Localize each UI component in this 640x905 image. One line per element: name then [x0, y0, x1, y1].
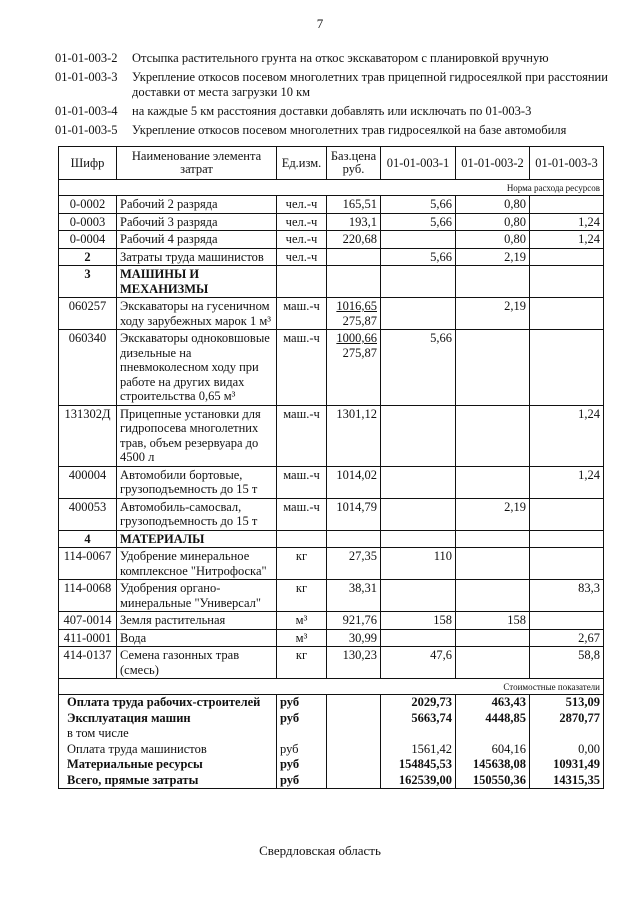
cell-price: 130,23 — [327, 647, 381, 679]
cell-unit: кг — [277, 548, 327, 580]
cell-value-1: 5,66 — [381, 213, 456, 231]
cell-code: 400004 — [59, 466, 117, 498]
price-main: 1016,65 — [336, 299, 377, 313]
total-value-2 — [456, 726, 530, 742]
heading-item — [55, 70, 615, 100]
cell-empty — [327, 742, 381, 758]
cell-name: Рабочий 2 разряда — [117, 196, 277, 214]
total-row — [59, 711, 604, 727]
heading-list — [55, 51, 615, 142]
cell-name: Вода — [117, 629, 277, 647]
total-value-2: 4448,85 — [456, 711, 530, 727]
table-header-row — [59, 147, 604, 180]
cell-name: Экскаваторы на гусеничном ходу зарубежных марок 1 м³ — [117, 298, 277, 330]
cell-value-3 — [530, 548, 604, 580]
cell-value-1: 5,66 — [381, 196, 456, 214]
cell-value-1 — [381, 629, 456, 647]
cell-value-2: 2,19 — [456, 298, 530, 330]
total-label: Оплата труда машинистов — [59, 742, 277, 758]
price-secondary: 275,87 — [342, 313, 377, 328]
cell-empty — [530, 530, 604, 548]
table-row — [59, 629, 604, 647]
cell-empty — [277, 266, 327, 298]
cell-value-2 — [456, 647, 530, 679]
cell-value-2 — [456, 466, 530, 498]
table-row — [59, 213, 604, 231]
table-row — [59, 647, 604, 679]
total-value-3: 14315,35 — [530, 773, 604, 789]
price-main: 1000,66 — [336, 331, 377, 345]
cell-empty — [327, 773, 381, 789]
heading-code: 01-01-003-2 — [55, 51, 118, 65]
cell-value-1: 110 — [381, 548, 456, 580]
cell-value-2: 158 — [456, 612, 530, 630]
norm-caption-row — [59, 180, 604, 196]
cell-value-2 — [456, 548, 530, 580]
cell-code: 114-0067 — [59, 548, 117, 580]
cell-value-3: 58,8 — [530, 647, 604, 679]
heading-code: 01-01-003-3 — [55, 70, 118, 84]
cell-unit: маш.-ч — [277, 405, 327, 466]
heading-text: на каждые 5 км расстояния доставки добавлять или исключать по 01-003-3 — [132, 104, 532, 118]
cell-value-1 — [381, 498, 456, 530]
cell-value-1 — [381, 580, 456, 612]
cell-price: 38,31 — [327, 580, 381, 612]
cell-price — [327, 298, 381, 330]
cell-empty — [530, 266, 604, 298]
cell-empty — [456, 266, 530, 298]
header-unit: Ед.изм. — [277, 147, 327, 180]
cell-price: 165,51 — [327, 196, 381, 214]
total-unit: руб — [277, 711, 327, 727]
total-value-3: 2870,77 — [530, 711, 604, 727]
cost-caption-row — [59, 679, 604, 695]
heading-code: 01-01-003-5 — [55, 123, 118, 137]
header-price: Баз.цена руб. — [327, 147, 381, 180]
cell-value-3: 1,24 — [530, 405, 604, 466]
cell-value-1 — [381, 298, 456, 330]
cell-value-3: 83,3 — [530, 580, 604, 612]
section-number: 2 — [59, 248, 117, 266]
cell-value-3: 1,24 — [530, 231, 604, 249]
cell-value-3 — [530, 498, 604, 530]
cell-code: 411-0001 — [59, 629, 117, 647]
cell-value-3: 2,67 — [530, 629, 604, 647]
section-number: 3 — [59, 266, 117, 298]
section-3-row — [59, 266, 604, 298]
page-number: 7 — [316, 16, 324, 31]
cell-code: 060257 — [59, 298, 117, 330]
cell-value-2 — [456, 580, 530, 612]
total-value-1: 5663,74 — [381, 711, 456, 727]
cell-name: Прицепные установки для гидропосева многолетних трав, объем резервуара до 4500 л — [117, 405, 277, 466]
table-row — [59, 498, 604, 530]
cell-price: 1014,02 — [327, 466, 381, 498]
footer-region: Свердловская область — [259, 843, 381, 858]
table-row — [59, 298, 604, 330]
cell-value-2: 2,19 — [456, 498, 530, 530]
total-value-3: 513,09 — [530, 695, 604, 711]
cell-unit: чел.-ч — [277, 213, 327, 231]
total-unit: руб — [277, 757, 327, 773]
cell-price: 30,99 — [327, 629, 381, 647]
cell-empty — [327, 726, 381, 742]
heading-item — [55, 104, 615, 119]
cell-price: 220,68 — [327, 231, 381, 249]
cell-empty — [327, 530, 381, 548]
cell-price: 27,35 — [327, 548, 381, 580]
cell-value-3 — [530, 612, 604, 630]
heading-item — [55, 51, 615, 66]
total-value-1: 2029,73 — [381, 695, 456, 711]
cell-empty — [327, 757, 381, 773]
table-row — [59, 580, 604, 612]
total-row — [59, 757, 604, 773]
table-caption: Стоимостные показатели — [59, 679, 604, 695]
cell-empty — [327, 711, 381, 727]
cell-value-1: 5,66 — [381, 248, 456, 266]
cell-value-2: 2,19 — [456, 248, 530, 266]
cell-unit: м³ — [277, 612, 327, 630]
cell-value-2 — [456, 629, 530, 647]
cell-code: 0-0003 — [59, 213, 117, 231]
heading-text: Укрепление откосов посевом многолетних трав гидросеялкой на базе автомобиля — [132, 123, 567, 137]
total-row — [59, 773, 604, 789]
total-label: Всего, прямые затраты — [59, 773, 277, 789]
cell-empty — [381, 266, 456, 298]
total-row — [59, 695, 604, 711]
table-row — [59, 196, 604, 214]
total-value-2: 463,43 — [456, 695, 530, 711]
cell-name: Удобрения органо-минеральные "Универсал" — [117, 580, 277, 612]
section-title: МАШИНЫ И МЕХАНИЗМЫ — [117, 266, 277, 298]
cell-code: 060340 — [59, 330, 117, 406]
cell-value-1: 47,6 — [381, 647, 456, 679]
header-code: Шифр — [59, 147, 117, 180]
cell-empty — [277, 530, 327, 548]
section-number: 4 — [59, 530, 117, 548]
total-unit — [277, 726, 327, 742]
cell-price — [327, 248, 381, 266]
cell-empty — [381, 530, 456, 548]
cell-unit: кг — [277, 580, 327, 612]
cell-name: Земля растительная — [117, 612, 277, 630]
total-row — [59, 742, 604, 758]
total-unit: руб — [277, 742, 327, 758]
total-value-1: 1561,42 — [381, 742, 456, 758]
cell-code: 0-0002 — [59, 196, 117, 214]
cell-name: Автомобили бортовые, грузоподъемность до 15 т — [117, 466, 277, 498]
cell-code: 400053 — [59, 498, 117, 530]
cell-value-1: 5,66 — [381, 330, 456, 406]
cell-unit: маш.-ч — [277, 498, 327, 530]
cell-value-1 — [381, 405, 456, 466]
cell-value-2 — [456, 405, 530, 466]
section-title: МАТЕРИАЛЫ — [117, 530, 277, 548]
cell-code: 0-0004 — [59, 231, 117, 249]
total-value-3 — [530, 726, 604, 742]
table-row — [59, 405, 604, 466]
cell-unit: чел.-ч — [277, 248, 327, 266]
cell-price: 921,76 — [327, 612, 381, 630]
cell-value-3: 1,24 — [530, 466, 604, 498]
header-col3: 01-01-003-3 — [530, 147, 604, 180]
total-label: Оплата труда рабочих-строителей — [59, 695, 277, 711]
cell-price: 1014,79 — [327, 498, 381, 530]
section-4-row — [59, 530, 604, 548]
total-value-1 — [381, 726, 456, 742]
total-label: в том числе — [59, 726, 277, 742]
total-unit: руб — [277, 695, 327, 711]
cell-unit: кг — [277, 647, 327, 679]
resource-table — [58, 146, 604, 789]
cell-name: Экскаваторы одноковшовые дизельные на пневмоколесном ходу при работе на других видах строительства 0,65 м³ — [117, 330, 277, 406]
cell-unit: м³ — [277, 629, 327, 647]
cell-value-3: 1,24 — [530, 213, 604, 231]
cell-empty — [327, 695, 381, 711]
price-secondary: 275,87 — [342, 345, 377, 360]
table-row — [59, 231, 604, 249]
total-label: Материальные ресурсы — [59, 757, 277, 773]
cell-value-3 — [530, 330, 604, 406]
total-unit: руб — [277, 773, 327, 789]
heading-item — [55, 123, 615, 138]
cell-code: 131302Д — [59, 405, 117, 466]
cell-value-2: 0,80 — [456, 231, 530, 249]
table-row — [59, 612, 604, 630]
header-name: Наименование элемента затрат — [117, 147, 277, 180]
cell-name: Рабочий 3 разряда — [117, 213, 277, 231]
cell-unit: чел.-ч — [277, 196, 327, 214]
cell-code: 414-0137 — [59, 647, 117, 679]
cell-value-1: 158 — [381, 612, 456, 630]
cell-price: 1301,12 — [327, 405, 381, 466]
total-value-3: 0,00 — [530, 742, 604, 758]
section-2-row — [59, 248, 604, 266]
total-value-1: 162539,00 — [381, 773, 456, 789]
cell-empty — [456, 530, 530, 548]
cell-value-1 — [381, 466, 456, 498]
cell-name: Семена газонных трав (смесь) — [117, 647, 277, 679]
cell-name: Рабочий 4 разряда — [117, 231, 277, 249]
cell-code: 407-0014 — [59, 612, 117, 630]
header-col1: 01-01-003-1 — [381, 147, 456, 180]
header-col2: 01-01-003-2 — [456, 147, 530, 180]
cell-name: Затраты труда машинистов — [117, 248, 277, 266]
cell-unit: чел.-ч — [277, 231, 327, 249]
heading-text: Укрепление откосов посевом многолетних трав прицепной гидросеялкой при расстоянии доставки от места загрузки 10 км — [132, 70, 608, 99]
heading-text: Отсыпка растительного грунта на откос экскаватором с планировкой вручную — [132, 51, 549, 65]
total-row — [59, 726, 604, 742]
cell-value-2: 0,80 — [456, 196, 530, 214]
cell-unit: маш.-ч — [277, 466, 327, 498]
total-value-2: 150550,36 — [456, 773, 530, 789]
table-row — [59, 548, 604, 580]
cell-unit: маш.-ч — [277, 330, 327, 406]
cell-value-2 — [456, 330, 530, 406]
total-value-2: 145638,08 — [456, 757, 530, 773]
cell-empty — [327, 266, 381, 298]
cell-value-2: 0,80 — [456, 213, 530, 231]
cell-code: 114-0068 — [59, 580, 117, 612]
table-caption: Норма расхода ресурсов — [59, 180, 604, 196]
total-label: Эксплуатация машин — [59, 711, 277, 727]
cell-price: 193,1 — [327, 213, 381, 231]
total-value-2: 604,16 — [456, 742, 530, 758]
cell-value-1 — [381, 231, 456, 249]
cell-name: Автомобиль-самосвал, грузоподъемность до 15 т — [117, 498, 277, 530]
cell-value-3 — [530, 196, 604, 214]
cell-price — [327, 330, 381, 406]
table-row — [59, 330, 604, 406]
total-value-3: 10931,49 — [530, 757, 604, 773]
total-value-1: 154845,53 — [381, 757, 456, 773]
heading-code: 01-01-003-4 — [55, 104, 118, 118]
cell-value-3 — [530, 298, 604, 330]
cell-name: Удобрение минеральное комплексное "Нитрофоска" — [117, 548, 277, 580]
cell-value-3 — [530, 248, 604, 266]
table-row — [59, 466, 604, 498]
cell-unit: маш.-ч — [277, 298, 327, 330]
